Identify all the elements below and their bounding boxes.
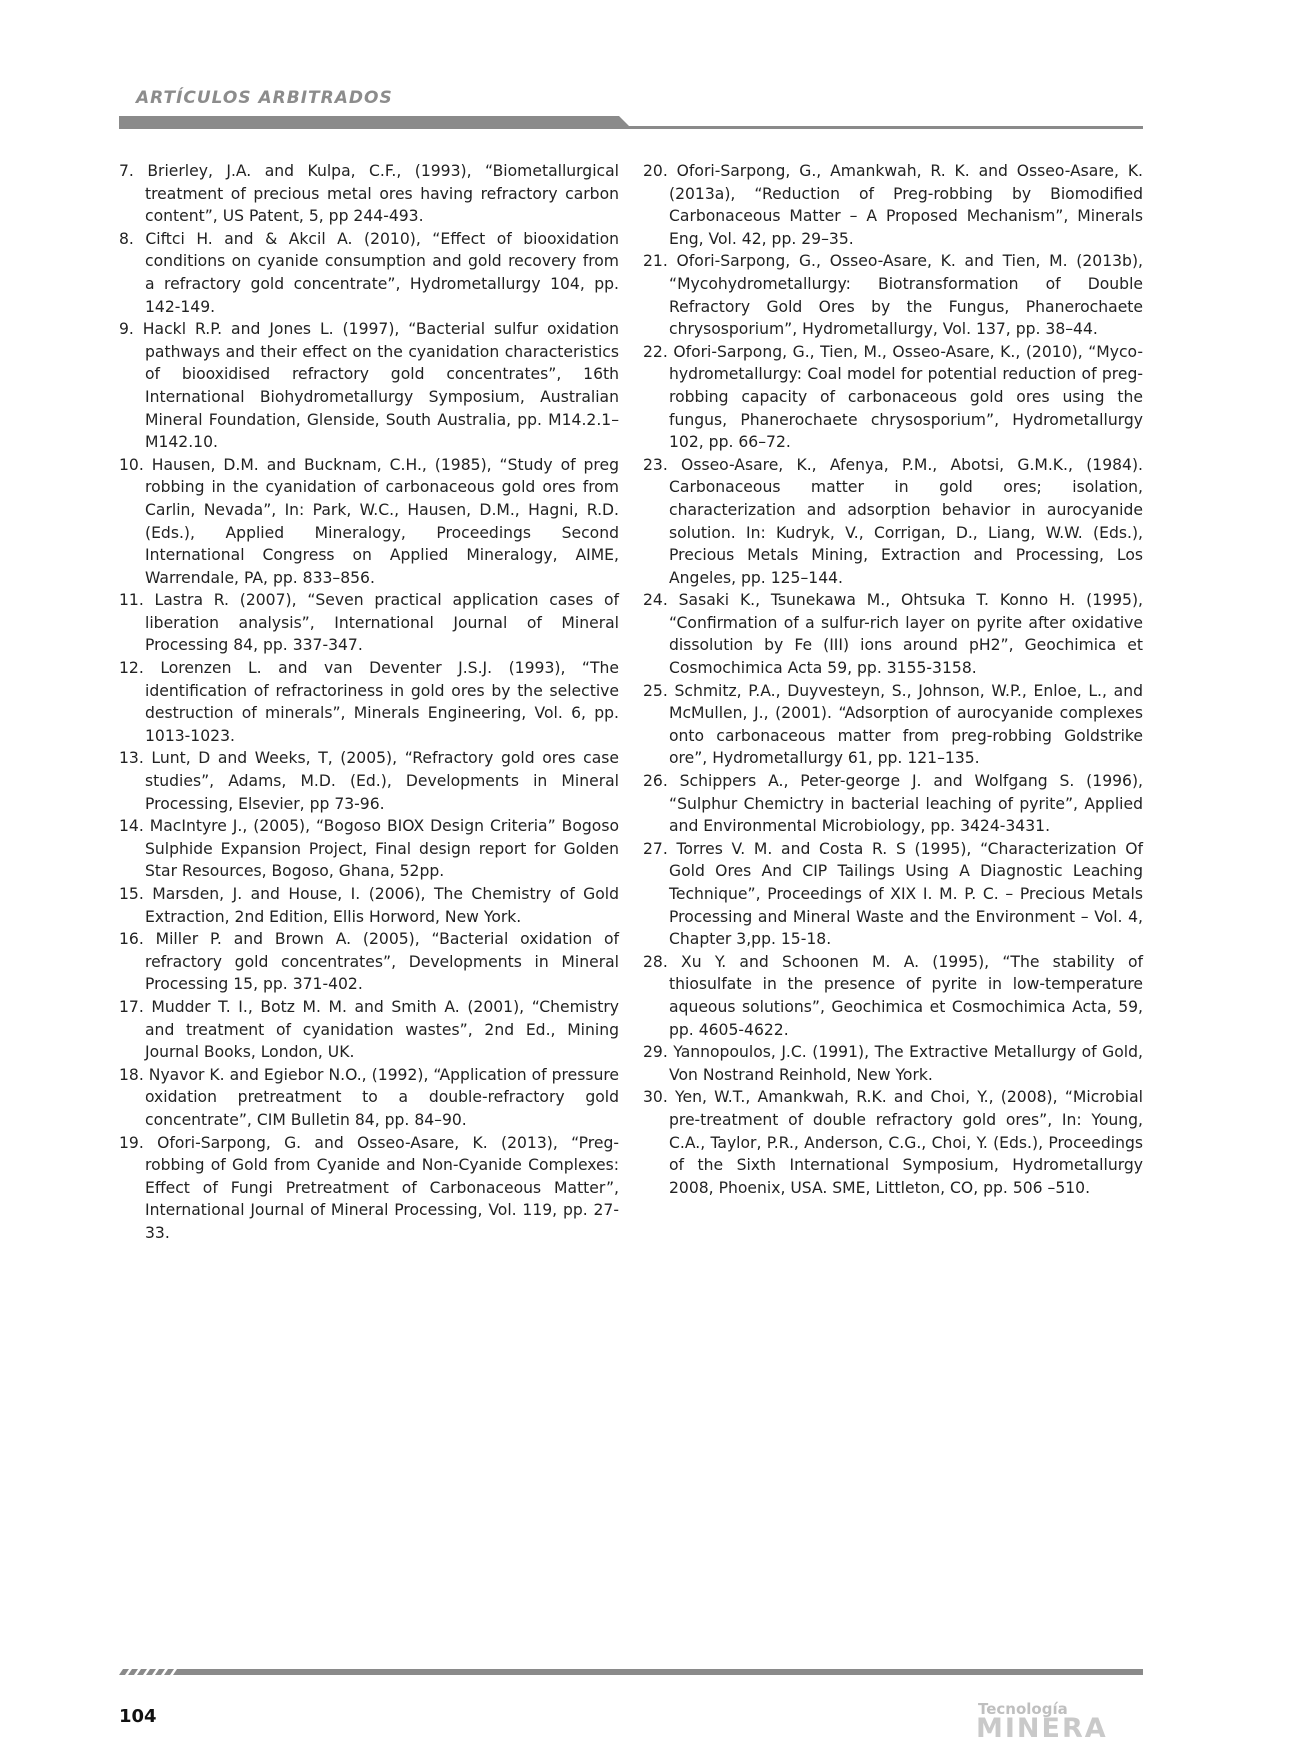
references-left-column	[119, 160, 619, 1245]
reference-item: 28. Xu Y. and Schoonen M. A. (1995), “The stability of thiosulfate in the presence of pyrite in low-temperature aqueous solutions”, Geochimica et Cosmochimica Acta, 59, pp. 4605-4622.	[643, 952, 1143, 1039]
reference-item: 11. Lastra R. (2007), “Seven practical application cases of liberation analysis”, International Journal of Mineral Processing 84, pp. 337-347.	[119, 591, 619, 655]
reference-item: 25. Schmitz, P.A., Duyvesteyn, S., Johnson, W.P., Enloe, L., and McMullen, J., (2001). “Adsorption of aurocyanide complexes onto carbonaceous matter from preg-robbing Goldstrike ore”, Hydrometallurgy 61, pp. 121–135.	[643, 681, 1143, 768]
reference-item: 21. Ofori-Sarpong, G., Osseo-Asare, K. and Tien, M. (2013b), “Mycohydrometallurgy: Biotransformation of Double Refractory Gold Ores by the Fungus, Phanerochaete chrysosporium”, Hydrometallurgy, Vol. 137, pp. 38–44.	[643, 252, 1143, 339]
reference-item: 26. Schippers A., Peter-george J. and Wolfgang S. (1996), “Sulphur Chemictry in bacterial leaching of pyrite”, Applied and Environmental Microbiology, pp. 3424-3431.	[643, 772, 1143, 836]
references-right-column	[643, 160, 1143, 1245]
logo-bottom-text: MINERA	[976, 1713, 1108, 1744]
reference-item: 14. MacIntyre J., (2005), “Bogoso BIOX Design Criteria” Bogoso Sulphide Expansion Project, Final design report for Golden Star Resources, Bogoso, Ghana, 52pp.	[119, 817, 619, 881]
reference-item: 16. Miller P. and Brown A. (2005), “Bacterial oxidation of refractory gold concentrates”, Developments in Mineral Processing 15, pp. 371-402.	[119, 930, 619, 994]
reference-item: 19. Ofori-Sarpong, G. and Osseo-Asare, K. (2013), “Preg-robbing of Gold from Cyanide and Non-Cyanide Complexes: Effect of Fungi Pretreatment of Carbonaceous Matter”, International Journal of Mineral Processing, Vol. 119, pp. 27-33.	[119, 1133, 619, 1242]
header-rule	[119, 116, 1143, 130]
section-title: ARTÍCULOS ARBITRADOS	[136, 88, 393, 108]
page-number: 104	[119, 1706, 157, 1727]
reference-item: 18. Nyavor K. and Egiebor N.O., (1992), “Application of pressure oxidation pretreatment to a double-refractory gold concentrate”, CIM Bulletin 84, pp. 84–90.	[119, 1065, 619, 1129]
logo-top-text: Tecnología	[978, 1700, 1068, 1718]
reference-item: 20. Ofori-Sarpong, G., Amankwah, R. K. and Osseo-Asare, K. (2013a), “Reduction of Preg-robbing by Biomodified Carbonaceous Matter – A Proposed Mechanism”, Minerals Eng, Vol. 42, pp. 29–35.	[643, 162, 1143, 248]
reference-item: 22. Ofori-Sarpong, G., Tien, M., Osseo-Asare, K., (2010), “Myco-hydrometallurgy: Coal model for potential reduction of preg-robbing capacity of carbonaceous gold ores using the fungus, Phanerochaete chrysosporium”, Hydrometallurgy 102, pp. 66–72.	[643, 342, 1143, 452]
reference-item: 10. Hausen, D.M. and Bucknam, C.H., (1985), “Study of preg robbing in the cyanidation of carbonaceous gold ores from Carlin, Nevada”, In: Park, W.C., Hausen, D.M., Hagni, R.D. (Eds.), Applied Mineralogy, Proceedings Second International Congress on Applied Mineralogy, AIME, Warrendale, PA, pp. 833–856.	[119, 455, 619, 587]
reference-item: 30. Yen, W.T., Amankwah, R.K. and Choi, Y., (2008), “Microbial pre-treatment of double refractory gold ores”, In: Young, C.A., Taylor, P.R., Anderson, C.G., Choi, Y. (Eds.), Proceedings of the Sixth International Symposium, Hydrometallurgy 2008, Phoenix, USA. SME, Littleton, CO, pp. 506 –510.	[643, 1088, 1143, 1197]
tecnologia-minera-logo	[976, 1700, 1146, 1746]
footer-rule	[119, 1667, 1143, 1677]
reference-item: 29. Yannopoulos, J.C. (1991), The Extractive Metallurgy of Gold, Von Nostrand Reinhold, New York.	[643, 1043, 1143, 1084]
reference-item: 7. Brierley, J.A. and Kulpa, C.F., (1993), “Biometallurgical treatment of precious metal ores having refractory carbon content”, US Patent, 5, pp 244-493.	[119, 162, 619, 226]
reference-item: 23. Osseo-Asare, K., Afenya, P.M., Abotsi, G.M.K., (1984). Carbonaceous matter in gold ores; isolation, characterization and adsorption behavior in aurocyanide solution. In: Kudryk, V., Corrigan, D., Liang, W.W. (Eds.), Precious Metals Mining, Extraction and Processing, Los Angeles, pp. 125–144.	[643, 455, 1143, 587]
reference-item: 24. Sasaki K., Tsunekawa M., Ohtsuka T. Konno H. (1995), “Confirmation of a sulfur-rich layer on pyrite after oxidative dissolution by Fe (III) ions around pH2”, Geochimica et Cosmochimica Acta 59, pp. 3155-3158.	[643, 591, 1143, 678]
references-columns	[119, 160, 1143, 1245]
reference-item: 8. Ciftci H. and & Akcil A. (2010), “Effect of biooxidation conditions on cyanide consumption and gold recovery from a refractory gold concentrate”, Hydrometallurgy 104, pp. 142-149.	[119, 229, 619, 316]
reference-item: 15. Marsden, J. and House, I. (2006), The Chemistry of Gold Extraction, 2nd Edition, Ellis Horword, New York.	[119, 885, 619, 926]
reference-item: 12. Lorenzen L. and van Deventer J.S.J. (1993), “The identification of refractoriness in gold ores by the selective destruction of minerals”, Minerals Engineering, Vol. 6, pp. 1013-1023.	[119, 659, 619, 745]
reference-item: 9. Hackl R.P. and Jones L. (1997), “Bacterial sulfur oxidation pathways and their effect on the cyanidation characteristics of biooxidised refractory gold concentrates”, 16th International Biohydrometallurgy Symposium, Australian Mineral Foundation, Glenside, South Australia, pp. M14.2.1–M142.10.	[119, 320, 619, 452]
reference-item: 13. Lunt, D and Weeks, T, (2005), “Refractory gold ores case studies”, Adams, M.D. (Ed.), Developments in Mineral Processing, Elsevier, pp 73-96.	[119, 749, 619, 813]
reference-item: 27. Torres V. M. and Costa R. S (1995), “Characterization Of Gold Ores And CIP Tailings Using A Diagnostic Leaching Technique”, Proceedings of XIX I. M. P. C. – Precious Metals Processing and Mineral Waste and the Environment – Vol. 4, Chapter 3,pp. 15-18.	[643, 839, 1143, 949]
reference-item: 17. Mudder T. I., Botz M. M. and Smith A. (2001), “Chemistry and treatment of cyanidation wastes”, 2nd Ed., Mining Journal Books, London, UK.	[119, 997, 619, 1062]
